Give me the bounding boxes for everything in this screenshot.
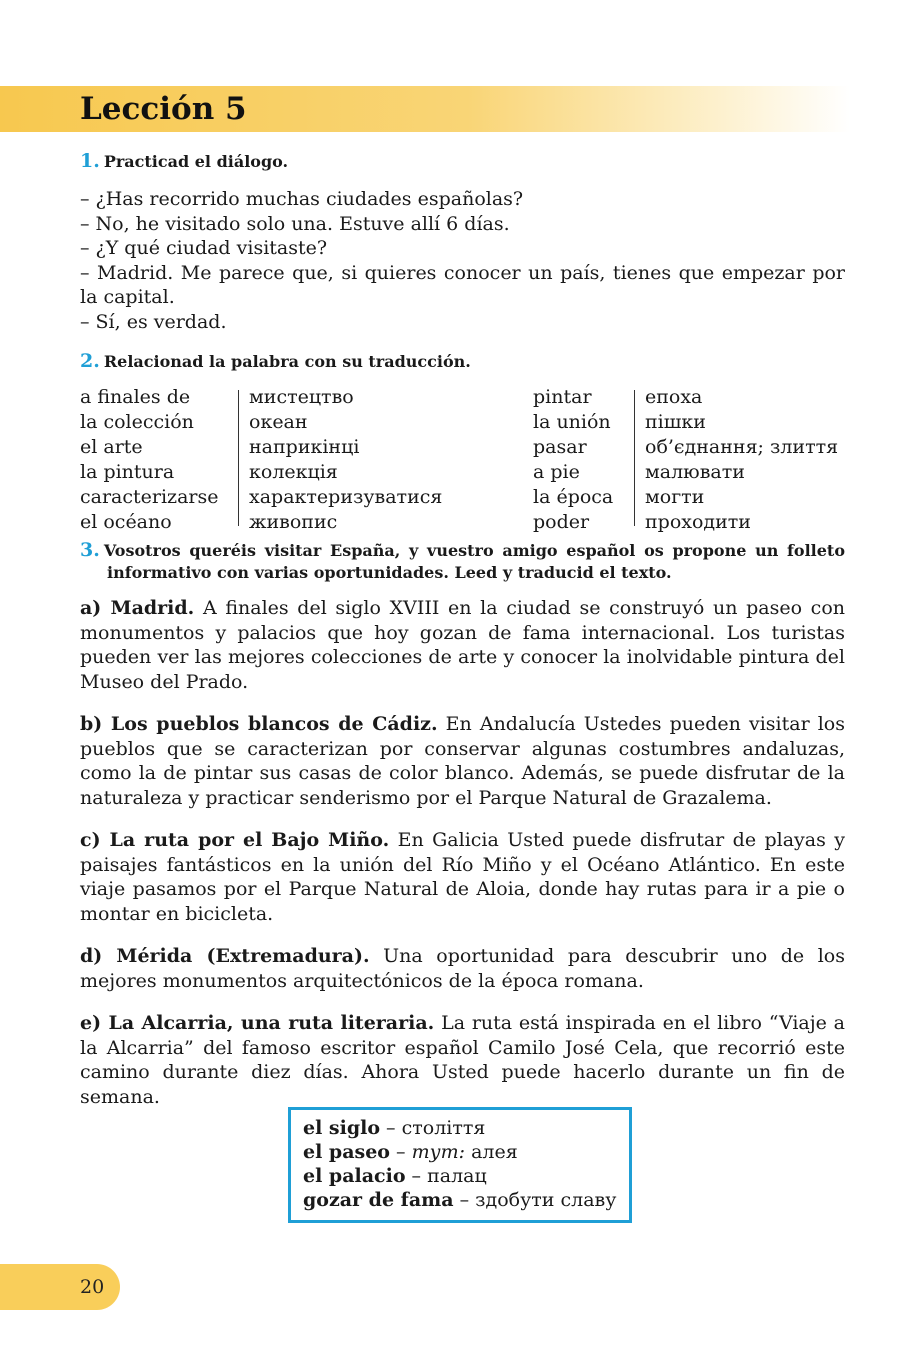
page-number: 20 bbox=[80, 1276, 105, 1298]
exercise-number: 1. bbox=[80, 150, 100, 172]
vocab-translation: колекція bbox=[249, 461, 338, 483]
vocab-word: la colección bbox=[80, 411, 194, 433]
destination-paragraph bbox=[80, 596, 845, 694]
vocabulary-table bbox=[80, 385, 845, 535]
dialogue-line: – ¿Y qué ciudad visitaste? bbox=[80, 237, 328, 259]
glossary-term: el siglo bbox=[303, 1117, 381, 1139]
vocab-word: poder bbox=[533, 511, 590, 533]
vocab-translation: проходити bbox=[645, 511, 751, 533]
vocab-word: pasar bbox=[533, 436, 587, 458]
vocab-translation: наприкінці bbox=[249, 436, 360, 458]
glossary-note: тут: bbox=[411, 1141, 466, 1163]
vocab-spanish-column-2 bbox=[533, 385, 613, 535]
destination-title: d) Mérida (Extremadura). bbox=[80, 945, 370, 967]
vocab-translation: малювати bbox=[645, 461, 745, 483]
vocab-ukrainian-column-2 bbox=[645, 385, 838, 535]
exercise-1-heading bbox=[80, 150, 845, 173]
exercise-1 bbox=[80, 150, 845, 334]
vocab-translation: океан bbox=[249, 411, 308, 433]
glossary-term: el palacio bbox=[303, 1165, 406, 1187]
vocab-word: a pie bbox=[533, 461, 580, 483]
vocab-word: caracterizarse bbox=[80, 486, 219, 508]
exercise-instruction: Vosotros queréis visitar España, y vuestro amigo español os propone un folleto informativo con varias oportunidades. Leed y traducid el texto. bbox=[103, 541, 845, 582]
destination-text: Una oportunidad para descubrir uno de los mejores monumentos arquitectónicos de la época romana. bbox=[80, 945, 845, 992]
destination-text: La ruta está inspirada en el libro “Viaje a la Alcarria” del famoso escritor español Camilo José Cela, que recorrió este camino durante diez días. Ahora Usted puede hacerlo durante un fin de semana. bbox=[80, 1012, 846, 1108]
glossary-translation: палац bbox=[427, 1165, 487, 1187]
glossary-entry: gozar de fama – здобути славу bbox=[303, 1189, 617, 1211]
glossary-translation: століття bbox=[401, 1117, 486, 1139]
column-divider bbox=[238, 390, 239, 526]
vocab-translation: характеризуватися bbox=[249, 486, 443, 508]
vocab-translation: пішки bbox=[645, 411, 706, 433]
exercise-instruction: Relacionad la palabra con su traducción. bbox=[103, 352, 471, 371]
dialogue-line: – ¿Has recorrido muchas ciudades españolas? bbox=[80, 188, 524, 210]
exercise-number: 3. bbox=[80, 539, 100, 561]
vocab-word: la época bbox=[533, 486, 614, 508]
destinations-list bbox=[80, 596, 845, 1109]
destination-text: En Galicia Usted puede disfrutar de playas y paisajes fantásticos en la unión del Río Miño y el Océano Atlántico. En este viaje pasamos por el Parque Natural de Aloia, donde hay rutas para ir a pie o montar en bicicleta. bbox=[80, 829, 845, 925]
lesson-title: Lección 5 bbox=[80, 91, 247, 127]
destination-text: A finales del siglo XVIII en la ciudad se construyó un paseo con monumentos y palacios que hoy gozan de fama internacional. Los turistas pueden ver las mejores colecciones de arte y conocer la inolvidable pintura del Museo del Prado. bbox=[80, 597, 845, 693]
glossary-translation: здобути славу bbox=[475, 1189, 617, 1211]
destination-paragraph bbox=[80, 1011, 845, 1109]
column-divider bbox=[634, 390, 635, 526]
dialogue-line: – No, he visitado solo una. Estuve allí 6 días. bbox=[80, 212, 510, 235]
vocab-word: el arte bbox=[80, 436, 143, 458]
exercise-2-heading bbox=[80, 350, 845, 373]
destination-paragraph bbox=[80, 828, 845, 926]
vocab-translation: живопис bbox=[249, 511, 338, 533]
glossary-entry: el palacio – палац bbox=[303, 1165, 487, 1187]
vocab-translation: мистецтво bbox=[249, 386, 354, 408]
vocab-translation: епоха bbox=[645, 386, 703, 408]
destination-title: b) Los pueblos blancos de Cádiz. bbox=[80, 713, 438, 735]
vocab-word: la unión bbox=[533, 411, 611, 433]
exercise-2 bbox=[80, 350, 845, 535]
page-content bbox=[80, 150, 845, 1109]
exercise-number: 2. bbox=[80, 350, 100, 372]
destination-text: En Andalucía Ustedes pueden visitar los pueblos que se caracterizan por conservar algunas costumbres andaluzas, como la de pintar sus casas de color blanco. Además, se puede disfrutar de la naturaleza y practicar senderismo por el Parque Natural de Grazalema. bbox=[80, 713, 845, 809]
destination-title: a) Madrid. bbox=[80, 597, 195, 619]
vocab-word: la pintura bbox=[80, 461, 175, 483]
exercise-3 bbox=[80, 539, 845, 1109]
vocab-word: pintar bbox=[533, 386, 592, 408]
vocab-spanish-column-1 bbox=[80, 385, 218, 535]
vocab-translation: могти bbox=[645, 486, 705, 508]
glossary-term: el paseo bbox=[303, 1141, 390, 1163]
vocab-word: el océano bbox=[80, 511, 172, 533]
vocab-word: a finales de bbox=[80, 386, 191, 408]
dialogue bbox=[80, 187, 845, 334]
vocab-ukrainian-column-1 bbox=[249, 385, 442, 535]
vocab-translation: об’єднання; злиття bbox=[645, 436, 839, 458]
exercise-instruction: Practicad el diálogo. bbox=[103, 152, 289, 171]
dialogue-line: – Sí, es verdad. bbox=[80, 310, 227, 333]
destination-title: c) La ruta por el Bajo Miño. bbox=[80, 829, 390, 851]
glossary-entry: el siglo – століття bbox=[303, 1117, 486, 1139]
destination-title: e) La Alcarria, una ruta literaria. bbox=[80, 1012, 435, 1034]
destination-paragraph bbox=[80, 944, 845, 993]
exercise-3-heading bbox=[80, 539, 845, 584]
destination-paragraph bbox=[80, 712, 845, 810]
glossary-box bbox=[288, 1107, 632, 1223]
glossary-translation: алея bbox=[465, 1141, 518, 1163]
glossary-term: gozar de fama bbox=[303, 1189, 454, 1211]
glossary-entry: el paseo – тут: алея bbox=[303, 1141, 518, 1163]
dialogue-line: – Madrid. Me parece que, si quieres conocer un país, tienes que empezar por la capital. bbox=[80, 261, 845, 308]
